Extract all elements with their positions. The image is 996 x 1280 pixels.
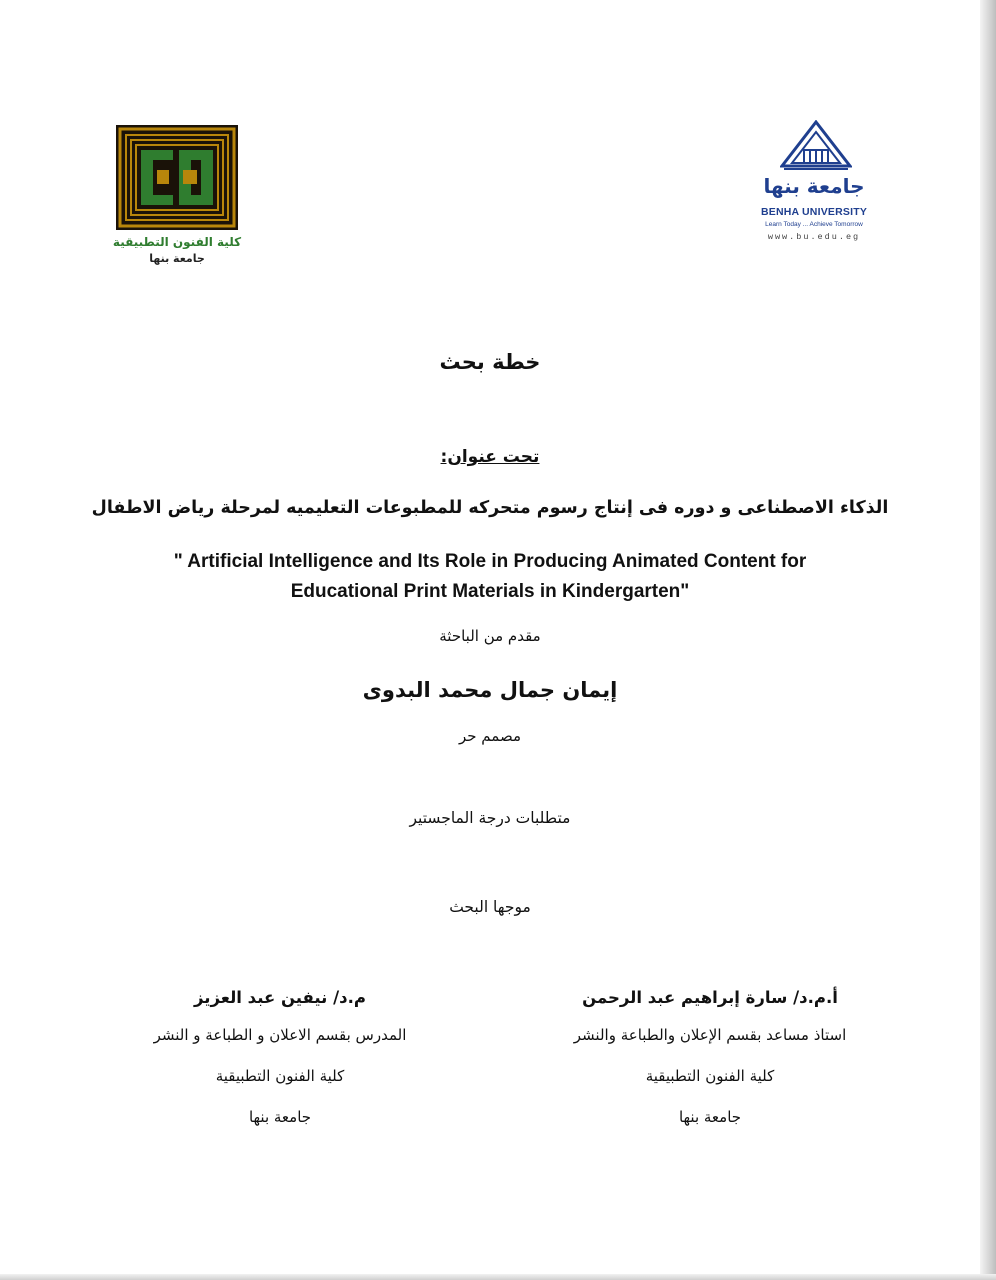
research-title-ar: الذكاء الاصطناعى و دوره فى إنتاج رسوم متحركه للمطبوعات التعليميه لمرحلة رياض الاطفال xyxy=(91,498,889,518)
supervisors-label: موجها البحث xyxy=(449,898,531,916)
supervisor-position: المدرس بقسم الاعلان و الطباعة و النشر xyxy=(153,1026,407,1044)
faculty-emblem-icon xyxy=(116,125,238,230)
faculty-logo-caption: كلية الفنون التطبيقية xyxy=(112,235,242,249)
faculty-logo xyxy=(112,125,242,270)
supervisor-university: جامعة بنها xyxy=(248,1108,312,1126)
supervisor-faculty: كلية الفنون التطبيقية xyxy=(215,1067,345,1085)
document-heading: خطة بحث xyxy=(439,350,541,374)
university-name-ar: جامعة بنها xyxy=(763,174,865,198)
supervisor-name: أ.م.د/ سارة إبراهيم عبد الرحمن xyxy=(582,988,838,1007)
under-title-label: تحت عنوان: xyxy=(440,447,540,467)
supervisor-position: استاذ مساعد بقسم الإعلان والطباعة والنشر xyxy=(573,1026,847,1044)
supervisor-university: جامعة بنها xyxy=(678,1108,742,1126)
scan-edge-bottom xyxy=(0,1274,996,1280)
supervisor-faculty: كلية الفنون التطبيقية xyxy=(645,1067,775,1085)
faculty-logo-university: جامعة بنها xyxy=(149,252,205,265)
presented-by: مقدم من الباحثة xyxy=(439,627,541,645)
supervisor-name: م.د/ نيفين عبد العزيز xyxy=(194,988,366,1007)
scan-edge-right xyxy=(980,0,996,1280)
university-logo xyxy=(752,120,876,250)
university-website: www.bu.edu.eg xyxy=(767,232,861,242)
researcher-name: إيمان جمال محمد البدوى xyxy=(362,678,618,702)
degree-requirements: متطلبات درجة الماجستير xyxy=(409,809,571,827)
research-title-en-line1: " Artificial Intelligence and Its Role in Producing Animated Content for xyxy=(173,551,807,572)
university-tagline: Learn Today ... Achieve Tomorrow xyxy=(765,221,863,228)
university-emblem-icon xyxy=(780,120,852,172)
supervisor-block-primary xyxy=(500,981,920,1138)
research-title-en-line2: Educational Print Materials in Kindergarten" xyxy=(290,581,690,602)
researcher-role: مصمم حر xyxy=(458,727,521,745)
supervisor-block-secondary xyxy=(70,981,490,1138)
university-name-en: BENHA UNIVERSITY xyxy=(760,206,868,218)
